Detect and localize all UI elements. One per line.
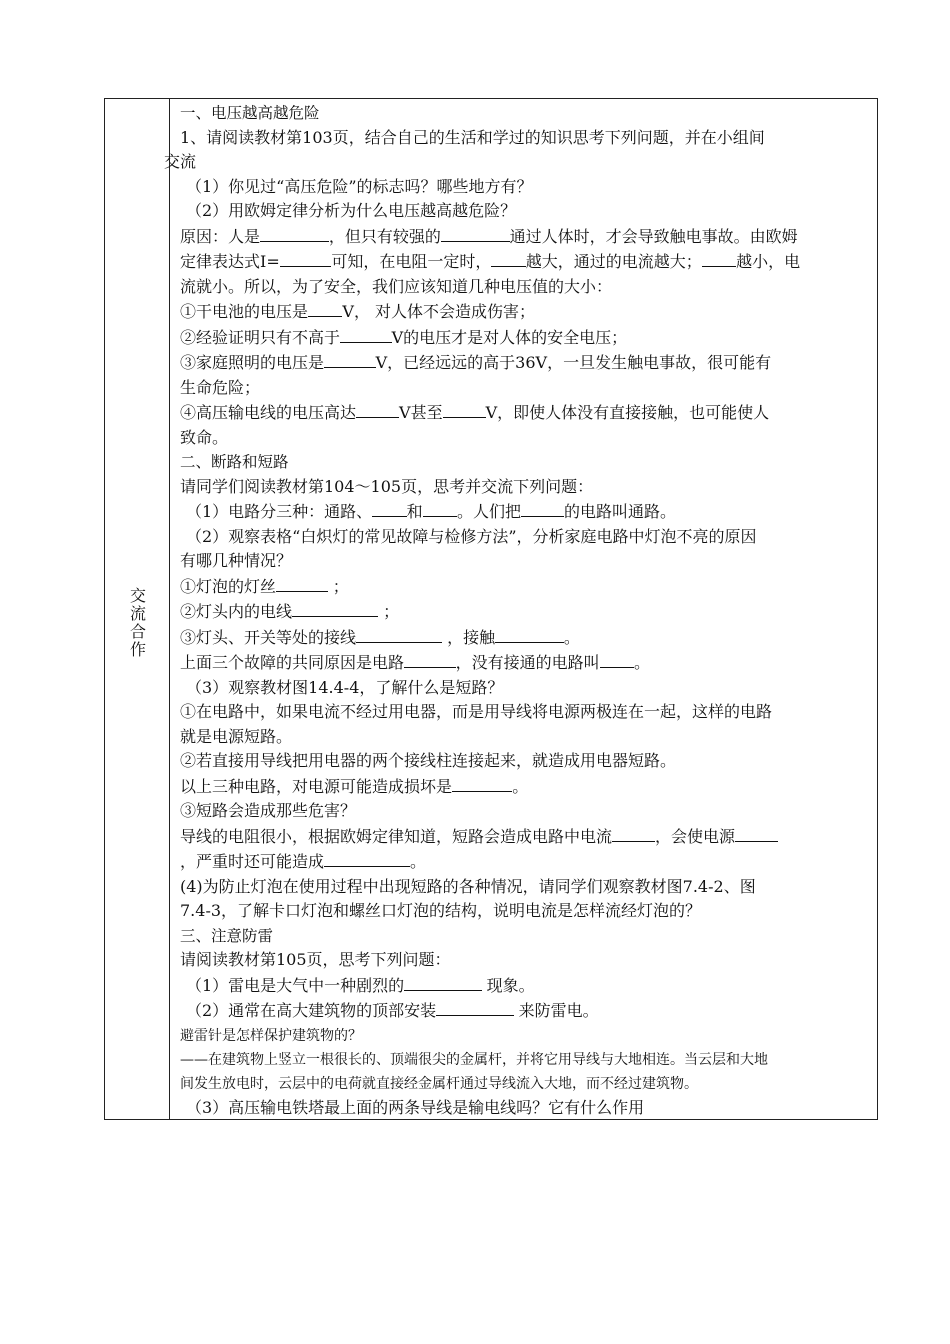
text-line: 避雷针是怎样保护建筑物的？ — [180, 1027, 362, 1044]
text-line: 定律表达式I= 可知，在电阻一定时， 越大，通过的电流越大； 越小，电 — [180, 249, 871, 275]
fill-blank[interactable] — [356, 625, 442, 643]
text-line: ——在建筑物上竖立一根很长的、顶端很尖的金属杆，并将它用导线与大地相连。当云层和大地 — [180, 1051, 768, 1068]
text-line: ①干电池的电压是 V， 对人体不会造成伤害； — [180, 299, 871, 325]
fill-blank[interactable] — [404, 650, 456, 668]
fill-blank[interactable] — [423, 499, 457, 517]
text-line: 致命。 — [180, 427, 229, 447]
text-line: （3）高压输电铁塔最上面的两条导线是输电线吗？它有什么作用 — [186, 1097, 645, 1117]
fill-blank[interactable] — [441, 224, 510, 242]
text-line: ①在电路中，如果电流不经过用电器，而是用导线将电源两极连在一起，这样的电路 — [180, 702, 773, 721]
text-line: 生命危险； — [180, 377, 261, 397]
text-line: 交流 — [164, 152, 197, 171]
text-line: ③家庭照明的电压是 V，已经远远的高于36V，一旦发生触电事故，很可能有 — [180, 350, 871, 376]
fill-blank[interactable] — [308, 299, 342, 317]
text-line: ③短路会造成那些危害？ — [180, 801, 357, 820]
text-line: ②若直接用导线把用电器的两个接线柱连接起来，就造成用电器短路。 — [180, 751, 677, 770]
text-line: 请同学们阅读教材第104～105页，思考并交流下列问题： — [180, 476, 594, 496]
text-line: 7.4-3，了解卡口灯泡和螺丝口灯泡的结构，说明电流是怎样流经灯泡的？ — [180, 901, 702, 920]
text-line: （2）通常在高大建筑物的顶部安装 来防雷电。 — [180, 998, 871, 1024]
text-line: 导线的电阻很小，根据欧姆定律知道，短路会造成电路中电流 ，会使电源 — [180, 824, 871, 850]
text-line: 有哪几种情况？ — [180, 551, 293, 570]
fill-blank[interactable] — [372, 499, 406, 517]
fill-blank[interactable] — [292, 599, 378, 617]
text-line: 就是电源短路。 — [180, 726, 293, 746]
text-line: 以上三种电路，对电源可能造成损坏是 。 — [180, 774, 871, 800]
worksheet-table — [104, 98, 878, 1120]
text-line: ，严重时还可能造成 。 — [180, 849, 871, 875]
text-line: （2）观察表格“白炽灯的常见故障与检修方法”，分析家庭电路中灯泡不亮的原因 — [186, 526, 757, 546]
fill-blank[interactable] — [280, 249, 332, 267]
fill-blank[interactable] — [702, 249, 736, 267]
text-line: ①灯泡的灯丝 ； — [180, 574, 871, 600]
content-cell — [164, 99, 877, 1119]
text-line: 1、请阅读教材第103页，结合自己的生活和学过的知识思考下列问题，并在小组间 — [180, 127, 765, 147]
fill-blank[interactable] — [612, 824, 655, 842]
text-line: ②经验证明只有不高于 V的电压才是对人体的安全电压； — [180, 325, 871, 351]
fill-blank[interactable] — [324, 350, 376, 368]
text-line: 请阅读教材第105页，思考下列问题： — [180, 950, 451, 969]
text-line: 流就小。所以，为了安全，我们应该知道几种电压值的大小： — [180, 276, 613, 296]
fill-blank[interactable] — [436, 998, 513, 1016]
fill-blank[interactable] — [521, 499, 564, 517]
fill-blank[interactable] — [491, 249, 525, 267]
fill-blank[interactable] — [276, 574, 328, 592]
fill-blank[interactable] — [495, 625, 564, 643]
fill-blank[interactable] — [356, 400, 399, 418]
fill-blank[interactable] — [443, 400, 486, 418]
text-line: （3）观察教材图14.4-4，了解什么是短路？ — [186, 677, 504, 697]
fill-blank[interactable] — [452, 774, 512, 792]
section-label-cell — [105, 99, 170, 1119]
text-line: ④高压输电线的电压高达 V甚至 V，即使人体没有直接接触，也可能使人 — [180, 400, 871, 426]
fill-blank[interactable] — [404, 973, 481, 991]
text-line: 三、注意防雷 — [180, 926, 274, 945]
fill-blank[interactable] — [340, 325, 392, 343]
text-line: 一、电压越高越危险 — [180, 104, 320, 122]
text-line: 原因：人是 ，但只有较强的 通过人体时，才会导致触电事故。由欧姆 — [180, 224, 871, 250]
text-line: 间发生放电时，云层中的电荷就直接经金属杆通过导线流入大地，而不经过建筑物。 — [180, 1075, 698, 1092]
fill-blank[interactable] — [600, 650, 634, 668]
text-line: ③灯头、开关等处的接线 ，接触 。 — [180, 625, 871, 651]
text-line: （2）用欧姆定律分析为什么电压越高越危险？ — [186, 201, 517, 220]
text-line: （1）你见过“高压危险”的标志吗？哪些地方有？ — [186, 176, 533, 196]
text-line: 二、断路和短路 — [180, 453, 289, 471]
text-line: 上面三个故障的共同原因是电路 ，没有接通的电路叫 。 — [180, 650, 871, 676]
text-line: （1）雷电是大气中一种剧烈的 现象。 — [180, 973, 871, 999]
fill-blank[interactable] — [324, 849, 410, 867]
fill-blank[interactable] — [260, 224, 329, 242]
fill-blank[interactable] — [735, 824, 778, 842]
text-line: （1）电路分三种：通路、 和 。人们把 的电路叫通路。 — [180, 499, 871, 525]
text-line: ②灯头内的电线 ； — [180, 599, 871, 625]
section-label: 交流合作 — [127, 587, 147, 659]
text-line: (4)为防止灯泡在使用过程中出现短路的各种情况，请同学们观察教材图7.4-2、图 — [180, 876, 756, 896]
